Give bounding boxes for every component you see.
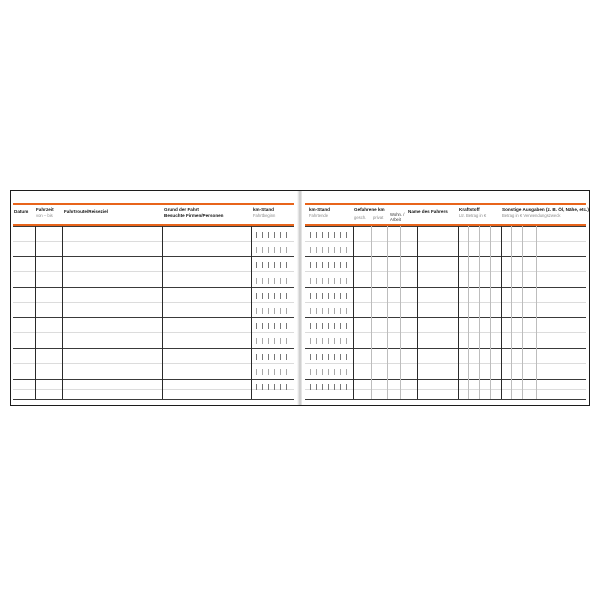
- digit-tick: [316, 369, 317, 375]
- row-rule-light: [305, 271, 586, 272]
- digit-tick: [328, 323, 329, 329]
- digit-tick: [310, 293, 311, 299]
- row-rule: [305, 348, 586, 349]
- digit-tick: [340, 338, 341, 344]
- digit-tick: [334, 323, 335, 329]
- column-header-sonstige: Sonstige Ausgaben (z. B. Öl, Nähe, etc.): [502, 207, 589, 212]
- digit-tick: [274, 232, 275, 238]
- digit-tick: [256, 323, 257, 329]
- digit-tick: [328, 354, 329, 360]
- column-header-km-stand-end: km-Stand: [309, 207, 330, 212]
- digit-tick: [340, 308, 341, 314]
- digit-tick: [280, 262, 281, 268]
- digit-tick: [286, 232, 287, 238]
- digit-tick: [346, 247, 347, 253]
- digit-tick: [334, 308, 335, 314]
- digit-tick: [322, 278, 323, 284]
- digit-tick: [262, 338, 263, 344]
- column-header-besuchte-firmen: Besuchte Firmen/Personen: [164, 213, 224, 218]
- column-rule-thin: [468, 226, 469, 399]
- digit-tick: [334, 369, 335, 375]
- column-subheader-sonstige: Betrag in € Verwendungszweck: [502, 213, 561, 218]
- digit-tick: [322, 247, 323, 253]
- digit-tick: [268, 247, 269, 253]
- top-accent-rule: [13, 203, 294, 205]
- digit-tick: [256, 232, 257, 238]
- column-rule-thin: [371, 226, 372, 399]
- digit-tick: [316, 354, 317, 360]
- column-rule-thin: [479, 226, 480, 399]
- digit-tick: [316, 232, 317, 238]
- digit-tick: [280, 369, 281, 375]
- digit-tick: [280, 323, 281, 329]
- digit-tick: [310, 369, 311, 375]
- digit-tick: [346, 338, 347, 344]
- digit-tick: [262, 354, 263, 360]
- row-rule: [305, 399, 586, 400]
- row-rule-light: [305, 332, 586, 333]
- row-rule-light: [305, 389, 586, 390]
- digit-tick: [310, 354, 311, 360]
- column-header-datum: Datum: [14, 209, 29, 214]
- column-header-km-stand-start: km-Stand: [253, 207, 274, 212]
- digit-tick: [262, 278, 263, 284]
- digit-tick: [274, 384, 275, 390]
- digit-tick: [328, 278, 329, 284]
- column-rule: [251, 226, 252, 399]
- digit-tick: [322, 354, 323, 360]
- digit-tick: [268, 338, 269, 344]
- digit-tick: [268, 232, 269, 238]
- column-header-fahrer: Name des Fahrers: [408, 209, 448, 214]
- digit-tick: [316, 384, 317, 390]
- digit-tick: [268, 354, 269, 360]
- digit-tick: [268, 293, 269, 299]
- column-subheader-arbeit: Arbeit: [390, 217, 401, 222]
- column-subheader-fahrtende: Fahrtende: [309, 213, 329, 218]
- row-rule: [305, 287, 586, 288]
- digit-tick: [310, 232, 311, 238]
- digit-tick: [334, 338, 335, 344]
- column-subheader-fahrtbeginn: Fahrtbeginn: [253, 213, 276, 218]
- digit-tick: [328, 338, 329, 344]
- digit-tick: [322, 308, 323, 314]
- digit-tick: [262, 232, 263, 238]
- digit-tick: [334, 247, 335, 253]
- digit-tick: [340, 278, 341, 284]
- digit-tick: [322, 323, 323, 329]
- digit-tick: [274, 262, 275, 268]
- digit-tick: [280, 278, 281, 284]
- top-accent-rule: [305, 203, 586, 205]
- digit-tick: [334, 354, 335, 360]
- digit-tick: [286, 278, 287, 284]
- digit-tick: [256, 247, 257, 253]
- digit-tick: [286, 384, 287, 390]
- column-header-gefahrene-km: Gefahrene km: [354, 207, 385, 212]
- digit-tick: [268, 308, 269, 314]
- digit-tick: [346, 308, 347, 314]
- column-rule-thin: [536, 226, 537, 399]
- digit-tick: [340, 232, 341, 238]
- digit-tick: [316, 323, 317, 329]
- digit-tick: [274, 323, 275, 329]
- column-subheader-privat: privat: [373, 215, 384, 220]
- digit-tick: [274, 308, 275, 314]
- row-rule: [305, 226, 586, 227]
- column-header-fahrzeit: Fahrzeit: [36, 207, 54, 212]
- digit-tick: [280, 232, 281, 238]
- digit-tick: [346, 323, 347, 329]
- digit-tick: [262, 293, 263, 299]
- digit-tick: [256, 308, 257, 314]
- column-header-grund: Grund der Fahrt: [164, 207, 199, 212]
- digit-tick: [340, 323, 341, 329]
- digit-tick: [346, 262, 347, 268]
- digit-tick: [334, 232, 335, 238]
- digit-tick: [280, 293, 281, 299]
- digit-tick: [310, 384, 311, 390]
- column-header-fahrtroute: Fahrtroute/Reiseziel: [64, 209, 108, 214]
- digit-tick: [256, 369, 257, 375]
- digit-tick: [274, 293, 275, 299]
- digit-tick: [340, 369, 341, 375]
- row-rule: [13, 399, 294, 400]
- digit-tick: [316, 338, 317, 344]
- column-subheader-wohn: Wohn. /: [390, 212, 405, 217]
- logbook-spread: [10, 190, 590, 406]
- digit-tick: [346, 354, 347, 360]
- digit-tick: [328, 369, 329, 375]
- digit-tick: [322, 232, 323, 238]
- digit-tick: [274, 369, 275, 375]
- digit-tick: [286, 262, 287, 268]
- column-rule: [62, 226, 63, 399]
- digit-tick: [340, 247, 341, 253]
- digit-tick: [346, 369, 347, 375]
- left-page: [11, 191, 298, 405]
- digit-tick: [334, 278, 335, 284]
- digit-tick: [310, 247, 311, 253]
- row-rule: [305, 317, 586, 318]
- digit-tick: [334, 384, 335, 390]
- digit-tick: [286, 338, 287, 344]
- digit-tick: [286, 369, 287, 375]
- digit-tick: [322, 262, 323, 268]
- digit-tick: [268, 369, 269, 375]
- digit-tick: [340, 384, 341, 390]
- digit-tick: [310, 262, 311, 268]
- column-rule: [353, 226, 354, 399]
- digit-tick: [340, 262, 341, 268]
- digit-tick: [262, 308, 263, 314]
- digit-tick: [322, 369, 323, 375]
- column-rule: [417, 226, 418, 399]
- digit-tick: [328, 384, 329, 390]
- digit-tick: [262, 384, 263, 390]
- digit-tick: [274, 247, 275, 253]
- digit-tick: [316, 278, 317, 284]
- digit-tick: [334, 293, 335, 299]
- column-subheader-gesch: gesch.: [354, 215, 367, 220]
- digit-tick: [268, 384, 269, 390]
- digit-tick: [262, 247, 263, 253]
- digit-tick: [274, 354, 275, 360]
- digit-tick: [256, 293, 257, 299]
- digit-tick: [268, 323, 269, 329]
- column-subheader-fahrzeit: von – bis: [36, 213, 53, 218]
- digit-tick: [346, 278, 347, 284]
- row-rule-light: [305, 363, 586, 364]
- right-page: [302, 191, 589, 405]
- digit-tick: [310, 278, 311, 284]
- digit-tick: [268, 262, 269, 268]
- digit-tick: [286, 247, 287, 253]
- column-rule: [35, 226, 36, 399]
- column-rule-thin: [522, 226, 523, 399]
- digit-tick: [256, 278, 257, 284]
- digit-tick: [310, 308, 311, 314]
- column-header-kraftstoff: Kraftstoff: [459, 207, 480, 212]
- digit-tick: [256, 384, 257, 390]
- column-rule-thin: [387, 226, 388, 399]
- digit-tick: [286, 323, 287, 329]
- digit-tick: [322, 338, 323, 344]
- row-rule: [305, 379, 586, 380]
- digit-tick: [280, 354, 281, 360]
- digit-tick: [280, 384, 281, 390]
- digit-tick: [322, 293, 323, 299]
- column-rule-thin: [511, 226, 512, 399]
- digit-tick: [328, 232, 329, 238]
- digit-tick: [262, 262, 263, 268]
- digit-tick: [286, 293, 287, 299]
- digit-tick: [340, 354, 341, 360]
- row-rule: [305, 256, 586, 257]
- digit-tick: [286, 308, 287, 314]
- digit-tick: [256, 354, 257, 360]
- digit-tick: [280, 247, 281, 253]
- column-rule: [162, 226, 163, 399]
- column-rule-thin: [490, 226, 491, 399]
- digit-tick: [310, 338, 311, 344]
- digit-tick: [268, 278, 269, 284]
- digit-tick: [256, 338, 257, 344]
- digit-tick: [334, 262, 335, 268]
- column-rule: [458, 226, 459, 399]
- row-rule-light: [305, 241, 586, 242]
- digit-tick: [280, 308, 281, 314]
- digit-tick: [346, 384, 347, 390]
- digit-tick: [328, 247, 329, 253]
- digit-tick: [274, 338, 275, 344]
- digit-tick: [280, 338, 281, 344]
- digit-tick: [262, 323, 263, 329]
- digit-tick: [340, 293, 341, 299]
- digit-tick: [316, 247, 317, 253]
- row-rule-light: [305, 302, 586, 303]
- digit-tick: [322, 384, 323, 390]
- digit-tick: [316, 293, 317, 299]
- column-rule: [501, 226, 502, 399]
- digit-tick: [346, 293, 347, 299]
- digit-tick: [316, 308, 317, 314]
- digit-tick: [274, 278, 275, 284]
- digit-tick: [328, 262, 329, 268]
- digit-tick: [346, 232, 347, 238]
- column-rule-thin: [400, 226, 401, 399]
- digit-tick: [316, 262, 317, 268]
- digit-tick: [328, 308, 329, 314]
- digit-tick: [286, 354, 287, 360]
- column-subheader-kraftstoff: Ltr. Betrag in €: [459, 213, 487, 218]
- digit-tick: [310, 323, 311, 329]
- digit-tick: [256, 262, 257, 268]
- digit-tick: [328, 293, 329, 299]
- digit-tick: [262, 369, 263, 375]
